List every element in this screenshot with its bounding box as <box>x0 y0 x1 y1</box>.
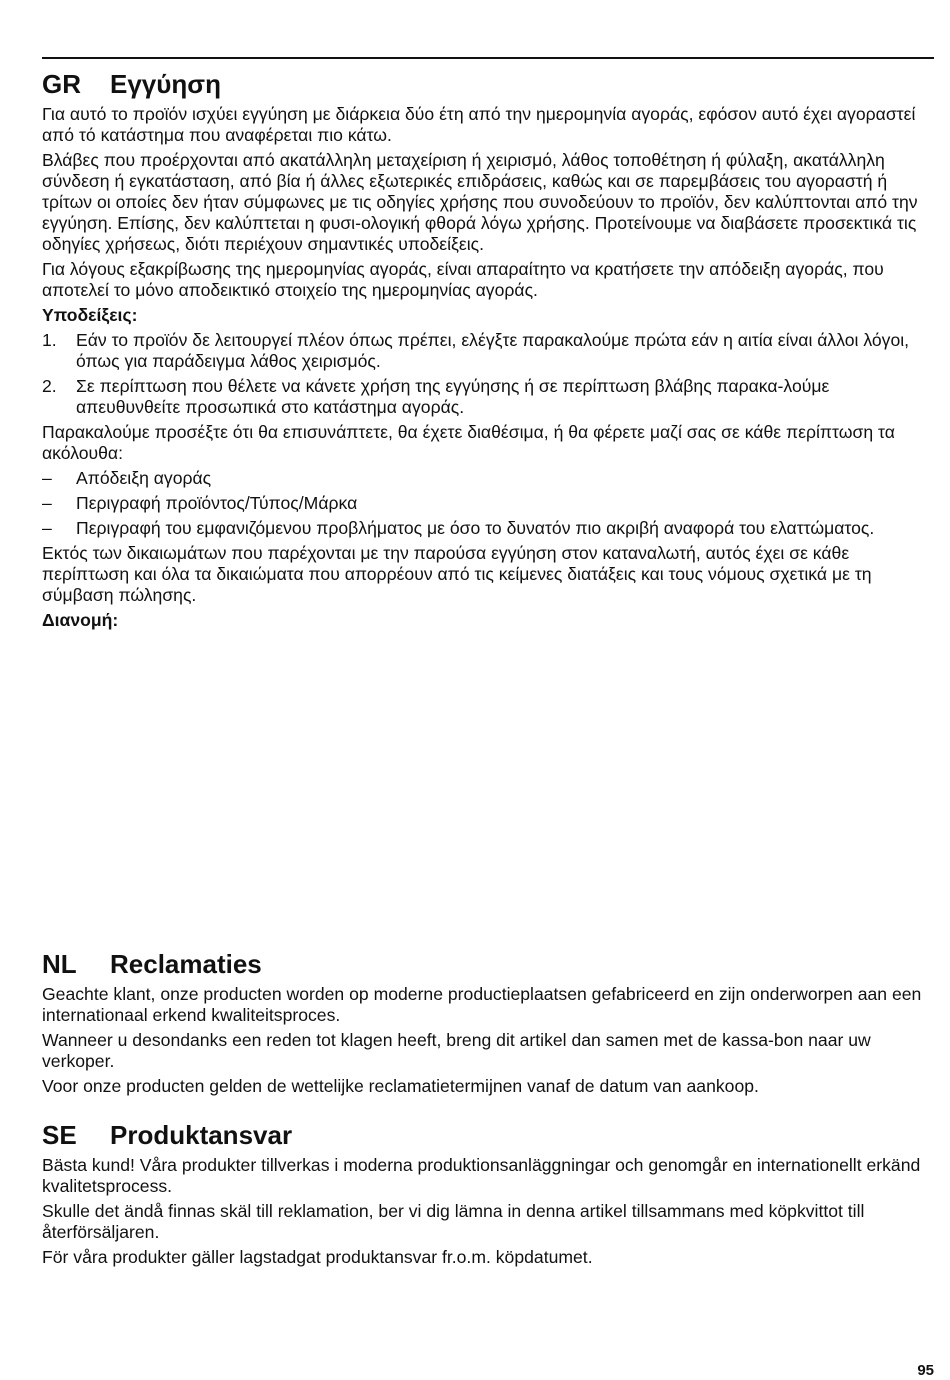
gr-distribution-label: Διανομή: <box>42 610 119 630</box>
section-heading-se <box>42 1119 934 1151</box>
nl-paragraph-3: Voor onze producten gelden de wettelijke reclamatietermijnen vanaf de datum van aankoop. <box>42 1076 759 1096</box>
section-se-product-liability <box>42 1119 934 1272</box>
section-title-se: Produktansvar <box>110 1120 293 1150</box>
gr-required-items-list <box>42 468 934 539</box>
hint-text: Σε περίπτωση που θέλετε να κάνετε χρήση της εγγύησης ή σε περίπτωση βλάβης παρακα-λούμε απευθυνθείτε προσωπικά στο κατάστημα αγοράς. <box>76 376 830 417</box>
section-heading-nl <box>42 948 934 980</box>
dash-bullet: – <box>42 468 52 488</box>
section-title-nl: Reclamaties <box>110 949 262 979</box>
gr-required-item <box>42 468 934 489</box>
dash-bullet: – <box>42 518 52 538</box>
hint-number: 1. <box>42 330 57 350</box>
item-text: Περιγραφή του εμφανιζόμενου προβλήματος με όσο το δυνατόν πιο ακριβή αναφορά του ελαττώματος. <box>76 518 875 538</box>
gr-paragraph-5: Εκτός των δικαιωμάτων που παρέχονται με την παρούσα εγγύηση στον καταναλωτή, αυτός έχει σε κάθε περίπτωση και όλα τα δικαιώματα που απορρέουν από τις κείμενες διατάξεις και τους νόμους σχετικά με τη σύμβαση πώλησης. <box>42 543 872 605</box>
language-code-se: SE <box>42 1120 77 1150</box>
gr-hints-label: Υποδείξεις: <box>42 305 138 325</box>
gr-paragraph-1: Για αυτό το προϊόν ισχύει εγγύηση με διάρκεια δύο έτη από την ημερομηνία αγοράς, εφόσον αυτό έχει αγοραστεί από τό κατάστημα που αναφέρεται πιο κάτω. <box>42 104 916 145</box>
hint-text: Εάν το προϊόν δε λειτουργεί πλέον όπως πρέπει, ελέγξτε παρακαλούμε πρώτα εάν η αιτία είναι άλλοι λόγοι, όπως για παράδειγμα λάθος χειρισμός. <box>76 330 910 371</box>
gr-hints-list <box>42 330 934 418</box>
se-paragraph-3: För våra produkter gäller lagstadgat produktansvar fr.o.m. köpdatumet. <box>42 1247 593 1267</box>
nl-paragraph-2: Wanneer u desondanks een reden tot klagen heeft, breng dit artikel dan samen met de kassa-bon naar uw verkoper. <box>42 1030 871 1071</box>
gr-paragraph-2: Βλάβες που προέρχονται από ακατάλληλη μεταχείριση ή χειρισμό, λάθος τοποθέτηση ή φύλαξη, ακατάλληλη σύνδεση ή εγκατάσταση, από βία ή άλλες εξωτερικές επιδράσεις, καθώς και σε παρεμβάσεις του αγοραστή ή τρίτων οι οποίες δεν ήταν σύμφωνες με τις οδηγίες χρήσης που συνοδεύουν το προϊόν, δεν καλύπτονται από την εγγύηση. Επίσης, δεν καλύπτεται η φυσι-ολογική φθορά λόγω χρήσης. Προτείνουμε να διαβάσετε προσεκτικά τις οδηγίες χρήσεως, διότι περιέχουν σημαντικές υποδείξεις. <box>42 150 918 254</box>
gr-required-item <box>42 493 934 514</box>
gr-hint-item <box>42 330 934 372</box>
top-rule <box>42 57 934 59</box>
gr-paragraph-3: Για λόγους εξακρίβωσης της ημερομηνίας αγοράς, είναι απαραίτητο να κρατήσετε την απόδειξη αγοράς, που αποτελεί το μόνο αποδεικτικό στοιχείο της ημερομηνίας αγοράς. <box>42 259 884 300</box>
se-paragraph-2: Skulle det ändå finnas skäl till reklamation, ber vi dig lämna in denna artikel tillsammans med köpkvittot till återförsäljaren. <box>42 1201 865 1242</box>
section-nl-complaints <box>42 948 934 1101</box>
gr-required-item <box>42 518 934 539</box>
gr-hint-item <box>42 376 934 418</box>
item-text: Περιγραφή προϊόντος/Τύπος/Μάρκα <box>76 493 358 513</box>
item-text: Απόδειξη αγοράς <box>76 468 212 488</box>
nl-paragraph-1: Geachte klant, onze producten worden op moderne productieplaatsen gefabriceerd en zijn onderworpen aan een internationaal erkend kwaliteitsproces. <box>42 984 922 1025</box>
hint-number: 2. <box>42 376 57 396</box>
language-code-nl: NL <box>42 949 77 979</box>
section-title-gr: Εγγύηση <box>110 69 221 99</box>
page-number: 95 <box>917 1362 934 1379</box>
dash-bullet: – <box>42 493 52 513</box>
section-gr-warranty <box>42 68 934 635</box>
gr-paragraph-4: Παρακαλούμε προσέξτε ότι θα επισυνάπτετε, θα έχετε διαθέσιμα, ή θα φέρετε μαζί σας σε κάθε περίπτωση τα ακόλουθα: <box>42 422 895 463</box>
se-paragraph-1: Bästa kund! Våra produkter tillverkas i moderna produktionsanläggningar och genomgår en internationellt erkänd kvalitetsprocess. <box>42 1155 921 1196</box>
language-code-gr: GR <box>42 69 81 99</box>
section-heading-gr <box>42 68 934 100</box>
